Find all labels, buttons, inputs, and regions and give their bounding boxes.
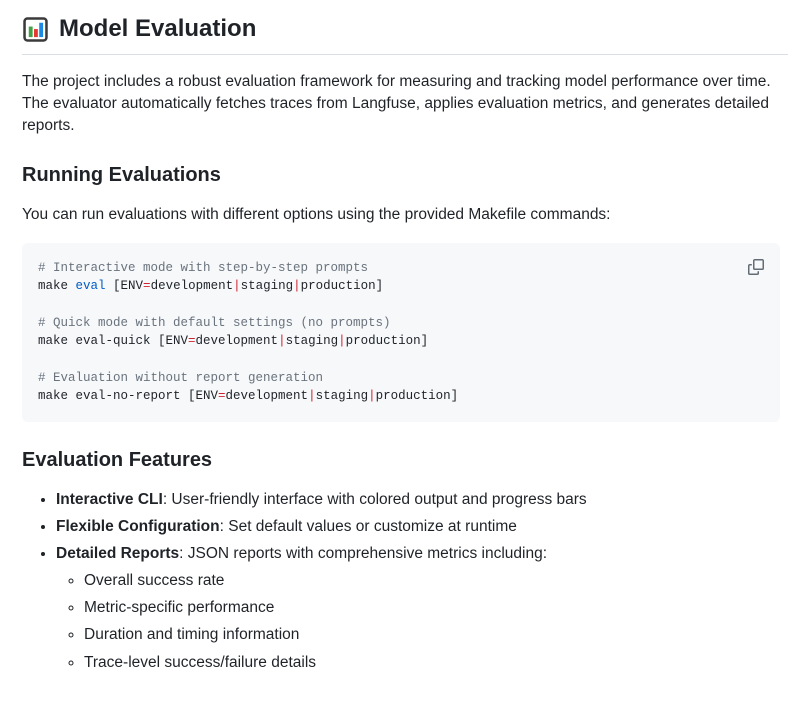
code-block — [22, 243, 780, 422]
bar-chart-icon — [22, 16, 49, 43]
feature-item-label: Interactive CLI — [56, 490, 163, 508]
features-list — [22, 489, 788, 674]
feature-item-label: Detailed Reports — [56, 544, 180, 562]
feature-item-label: Flexible Configuration — [56, 517, 220, 535]
section-heading-evaluation-features: Evaluation Features — [22, 448, 213, 471]
feature-item: • Flexible Configuration: Set default values or customize at runtime — [56, 516, 788, 538]
code-pre — [22, 243, 780, 422]
section-heading-running-evaluations: Running Evaluations — [22, 164, 221, 187]
running-lead-paragraph: You can run evaluations with different options using the provided Makefile commands: — [22, 206, 611, 224]
feature-item: • Detailed Reports: JSON reports with comprehensive metrics including: ◦ Overall success rate ◦ Metric-specific performance ◦ Duration and timing information ◦ Trace-level success/failure details — [56, 543, 788, 674]
code-content: # Interactive mode with step-by-step prompts make eval [ENV=development|staging|production] # Quick mode with default settings (no prompts) make eval-quick [ENV=development|staging|production] # Evaluation without report generation make eval-no-report [ENV=development|staging|production] — [38, 260, 459, 404]
feature-item: • Interactive CLI: User-friendly interface with colored output and progress bars — [56, 489, 788, 511]
feature-subitem: ◦ Overall success rate — [84, 570, 788, 592]
copy-button[interactable] — [742, 253, 770, 281]
page-title-text: Model Evaluation — [59, 15, 257, 42]
copy-icon — [748, 259, 764, 275]
intro-paragraph: The project includes a robust evaluation framework for measuring and tracking model performance over time. The evaluator automatically fetches traces from Langfuse, applies evaluation metrics, and generates detailed reports. — [22, 73, 771, 135]
page-title — [22, 14, 788, 55]
feature-subitem: ◦ Duration and timing information — [84, 624, 788, 646]
feature-subitem: ◦ Metric-specific performance — [84, 597, 788, 619]
feature-subitem: ◦ Trace-level success/failure details — [84, 652, 788, 674]
